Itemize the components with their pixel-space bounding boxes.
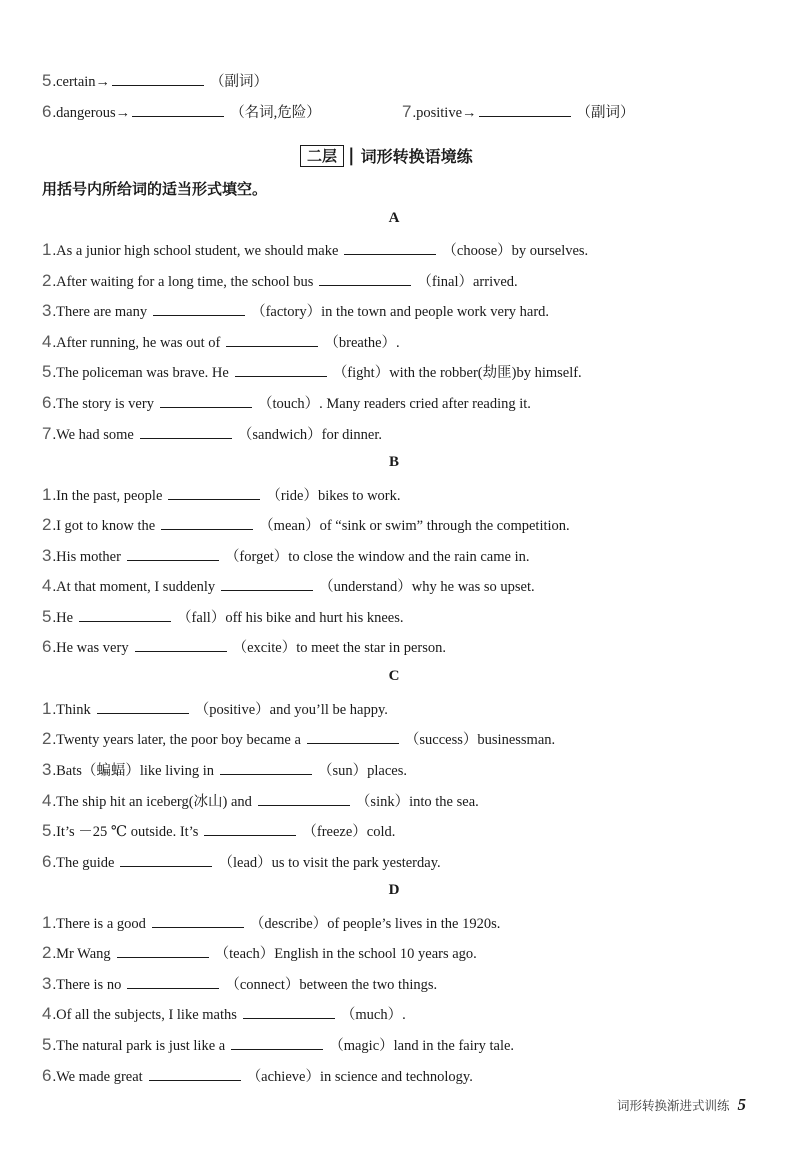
question-number: 6 [42, 102, 52, 121]
question-a-5 [42, 362, 582, 382]
page-footer [617, 1095, 746, 1115]
title-text: 词形转换语境练 [360, 147, 473, 166]
answer-blank[interactable] [140, 424, 232, 439]
question-number: 6 [42, 637, 52, 656]
question-hint: （achieve）in science and technology. [246, 1069, 473, 1085]
question-number: 4 [42, 576, 52, 595]
question-number: 3 [42, 760, 52, 779]
question-hint: （sandwich）for dinner. [237, 427, 383, 443]
question-text: .Of all the subjects, I like maths [52, 1007, 237, 1023]
question-number: 3 [42, 546, 52, 565]
question-hint: （teach）English in the school 10 years ago. [214, 946, 477, 962]
question-text: .At that moment, I suddenly [52, 579, 216, 595]
answer-blank[interactable] [120, 852, 212, 867]
question-hint: （fight）with the robber(劫匪)by himself. [332, 365, 582, 381]
question-number: 6 [42, 852, 52, 871]
question-hint: （choose）by ourselves. [442, 243, 589, 259]
question-hint: （lead）us to visit the park yesterday. [218, 855, 441, 871]
question-text: .We had some [52, 427, 134, 443]
question-text: .Think [52, 702, 91, 718]
answer-blank[interactable] [221, 576, 313, 591]
instruction-text: 用括号内所给词的适当形式填空。 [42, 180, 268, 198]
question-hint: （positive）and you’ll be happy. [194, 702, 388, 718]
footer-title: 词形转换渐进式训练 [616, 1098, 730, 1113]
question-text: .In the past, people [52, 488, 163, 504]
question-a-4 [42, 332, 400, 352]
question-hint: （fall）off his bike and hurt his knees. [177, 610, 404, 626]
question-text: .After waiting for a long time, the school bus [52, 274, 314, 290]
question-hint: （副词） [576, 105, 635, 121]
question-hint: （breathe）. [324, 335, 400, 351]
question-number: 5 [42, 821, 52, 840]
question-b-4 [42, 576, 535, 596]
question-top-5 [42, 71, 268, 91]
question-text: .I got to know the [52, 518, 156, 534]
question-hint: （ride）bikes to work. [266, 488, 401, 504]
answer-blank[interactable] [204, 821, 296, 836]
answer-blank[interactable] [79, 607, 171, 622]
question-number: 4 [42, 332, 52, 351]
answer-blank[interactable] [117, 943, 209, 958]
answer-blank[interactable] [319, 271, 411, 286]
answer-blank[interactable] [153, 301, 245, 316]
question-d-1 [42, 913, 500, 933]
question-text: .He was very [52, 640, 129, 656]
question-top-6 [42, 102, 321, 122]
question-hint: （connect）between the two things. [225, 977, 438, 993]
question-d-6 [42, 1066, 473, 1086]
answer-blank[interactable] [127, 546, 219, 561]
question-number: 1 [42, 699, 52, 718]
question-d-3 [42, 974, 437, 994]
question-b-3 [42, 546, 530, 566]
question-number: 5 [42, 362, 52, 381]
answer-blank[interactable] [220, 760, 312, 775]
question-number: 7 [42, 424, 52, 443]
question-text: .Twenty years later, the poor boy became a [52, 732, 301, 748]
answer-blank[interactable] [258, 791, 350, 806]
question-text: .The story is very [52, 396, 154, 412]
answer-blank[interactable] [112, 71, 204, 86]
answer-blank[interactable] [231, 1035, 323, 1050]
question-b-2 [42, 515, 570, 535]
question-d-2 [42, 943, 477, 963]
question-hint: （understand）why he was so upset. [319, 579, 535, 595]
question-number: 4 [42, 791, 52, 810]
question-number: 3 [42, 974, 52, 993]
answer-blank[interactable] [307, 729, 399, 744]
question-c-4 [42, 791, 479, 811]
question-word: .certain→ [52, 74, 111, 90]
question-number: 7 [402, 102, 412, 121]
level-badge: 二层 [300, 145, 344, 167]
question-number: 2 [42, 943, 52, 962]
section-label-b: B [388, 454, 399, 470]
question-b-1 [42, 485, 401, 505]
answer-blank[interactable] [168, 485, 260, 500]
question-a-1 [42, 240, 588, 260]
answer-blank[interactable] [235, 362, 327, 377]
answer-blank[interactable] [344, 240, 436, 255]
question-d-5 [42, 1035, 514, 1055]
question-number: 5 [42, 1035, 52, 1054]
question-text: .The policeman was brave. He [52, 365, 229, 381]
question-text: .He [52, 610, 74, 626]
question-number: 1 [42, 913, 52, 932]
question-a-3 [42, 301, 549, 321]
answer-blank[interactable] [479, 102, 571, 117]
question-number: 5 [42, 71, 52, 90]
question-c-3 [42, 760, 407, 780]
question-hint: （mean）of “sink or swim” through the competition. [259, 518, 570, 534]
question-hint: （much）. [340, 1007, 406, 1023]
question-number: 4 [42, 1004, 52, 1023]
question-text: .Bats（蝙蝠）like living in [52, 763, 214, 779]
question-number: 5 [42, 607, 52, 626]
answer-blank[interactable] [132, 102, 224, 117]
question-number: 2 [42, 515, 52, 534]
answer-blank[interactable] [149, 1066, 241, 1081]
question-hint: （名词,危险） [230, 105, 321, 121]
answer-blank[interactable] [97, 699, 189, 714]
question-a-7 [42, 424, 382, 444]
question-hint: （freeze）cold. [302, 824, 396, 840]
question-hint: （describe）of people’s lives in the 1920s. [249, 916, 501, 932]
question-number: 2 [42, 271, 52, 290]
question-hint: （副词） [210, 74, 269, 90]
question-hint: （success）businessman. [404, 732, 556, 748]
question-text: .We made great [52, 1069, 143, 1085]
answer-blank[interactable] [160, 393, 252, 408]
question-hint: （final）arrived. [417, 274, 518, 290]
question-hint: （sink）into the sea. [355, 794, 479, 810]
question-number: 1 [42, 485, 52, 504]
answer-blank[interactable] [152, 913, 244, 928]
question-number: 3 [42, 301, 52, 320]
question-c-5 [42, 821, 395, 841]
question-number: 6 [42, 393, 52, 412]
question-hint: （magic）land in the fairy tale. [329, 1038, 515, 1054]
title-divider: | [348, 145, 355, 166]
section-label-a: A [388, 210, 400, 226]
question-text: .There is a good [52, 916, 146, 932]
question-c-1 [42, 699, 388, 719]
question-top-7 [402, 102, 635, 122]
question-c-2 [42, 729, 555, 749]
question-text: .It’s －25 ℃ outside. It’s [52, 824, 199, 840]
answer-blank[interactable] [135, 637, 227, 652]
section-title [300, 144, 473, 167]
section-label-c: C [388, 668, 400, 684]
question-b-5 [42, 607, 403, 627]
section-label-d: D [388, 882, 400, 898]
question-a-6 [42, 393, 531, 413]
answer-blank[interactable] [226, 332, 318, 347]
question-hint: （sun）places. [317, 763, 407, 779]
page-number: 5 [737, 1095, 746, 1114]
question-text: .The natural park is just like a [52, 1038, 226, 1054]
question-number: 6 [42, 1066, 52, 1085]
question-text: .His mother [52, 549, 121, 565]
question-c-6 [42, 852, 441, 872]
question-hint: （forget）to close the window and the rain came in. [224, 549, 530, 565]
question-text: .As a junior high school student, we should make [52, 243, 339, 259]
question-number: 1 [42, 240, 52, 259]
question-hint: （touch）. Many readers cried after reading it. [257, 396, 531, 412]
question-d-4 [42, 1004, 406, 1024]
question-text: .Mr Wang [52, 946, 111, 962]
question-text: .There are many [52, 304, 148, 320]
question-text: .The guide [52, 855, 115, 871]
question-word: .positive→ [412, 105, 477, 121]
question-word: .dangerous→ [52, 105, 131, 121]
question-text: .After running, he was out of [52, 335, 221, 351]
question-hint: （excite）to meet the star in person. [232, 640, 446, 656]
question-b-6 [42, 637, 446, 657]
question-text: .The ship hit an iceberg(冰山) and [52, 794, 252, 810]
answer-blank[interactable] [243, 1004, 335, 1019]
answer-blank[interactable] [161, 515, 253, 530]
answer-blank[interactable] [127, 974, 219, 989]
question-hint: （factory）in the town and people work very hard. [251, 304, 550, 320]
question-text: .There is no [52, 977, 122, 993]
question-number: 2 [42, 729, 52, 748]
question-a-2 [42, 271, 518, 291]
